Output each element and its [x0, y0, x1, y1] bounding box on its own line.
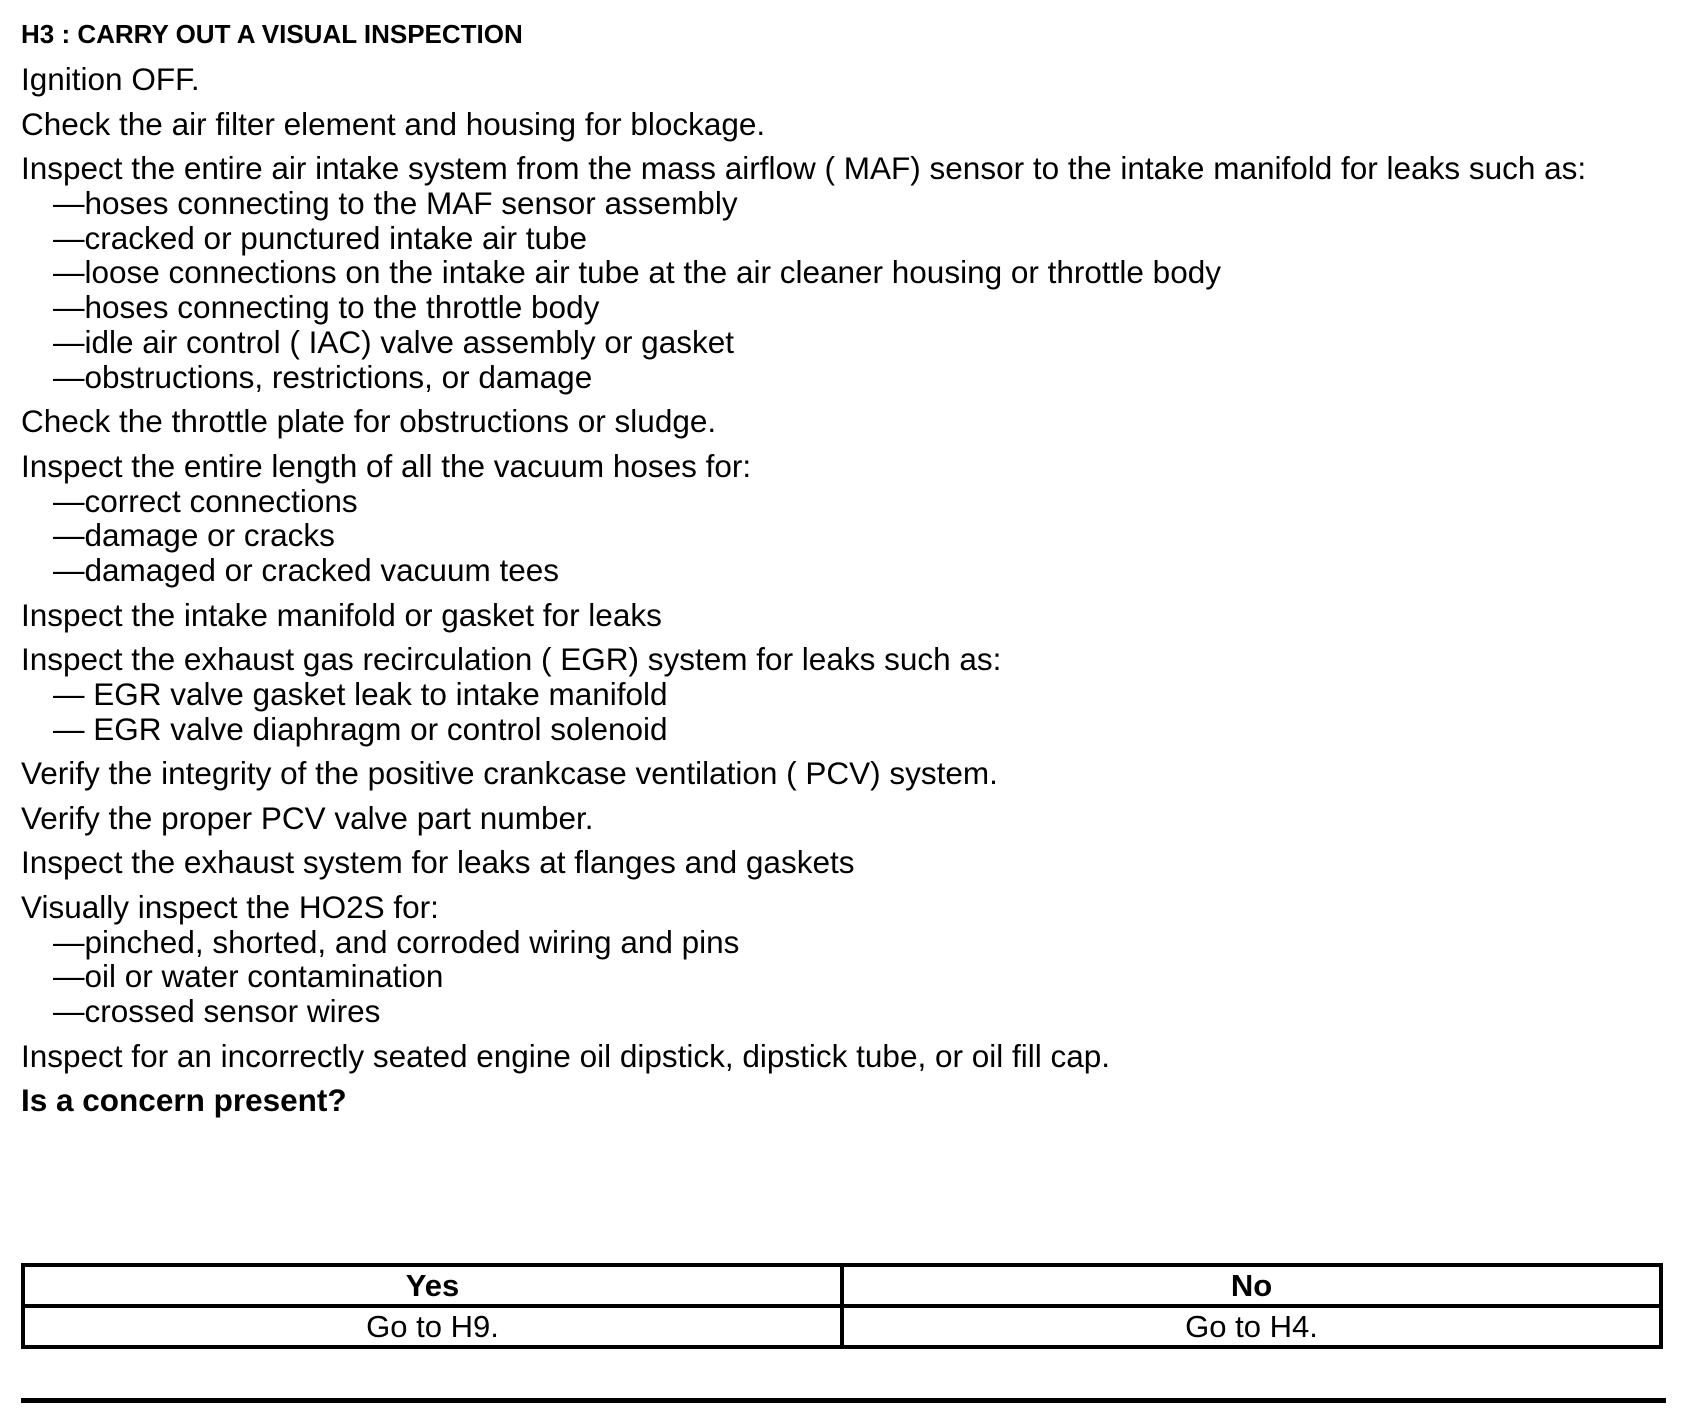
sub-item: —loose connections on the intake air tube at the air cleaner housing or throttle body — [53, 254, 1221, 291]
sub-item: —pinched, shorted, and corroded wiring and pins — [53, 923, 740, 960]
answer-no-action: Go to H4. — [842, 1306, 1661, 1347]
sub-item: —hoses connecting to the MAF sensor assembly — [53, 184, 738, 221]
answer-yes-action: Go to H9. — [23, 1306, 842, 1347]
instruction-item: Inspect the exhaust gas recirculation ( EGR) system for leaks such as: — [21, 641, 1002, 678]
instruction-item: Visually inspect the HO2S for: — [21, 888, 439, 925]
sub-item: — EGR valve gasket leak to intake manifold — [53, 676, 668, 712]
instruction-item: Check the air filter element and housing for blockage. — [21, 105, 766, 142]
sub-item: —damaged or cracked vacuum tees — [53, 552, 559, 589]
instruction-item: Verify the proper PCV valve part number. — [21, 799, 594, 836]
instruction-item: Inspect the entire length of all the vacuum hoses for: — [21, 447, 752, 484]
sub-item: —cracked or punctured intake air tube — [53, 219, 588, 256]
answer-header-no: No — [842, 1265, 1661, 1306]
sub-item: —hoses connecting to the throttle body — [53, 289, 600, 326]
answer-table — [21, 1263, 1663, 1349]
answer-header-row — [23, 1265, 1661, 1306]
sub-item: —correct connections — [53, 482, 358, 519]
bottom-rule — [21, 1398, 1666, 1403]
instruction-item: Ignition OFF. — [21, 61, 200, 97]
instruction-item: Inspect the intake manifold or gasket for leaks — [21, 596, 662, 633]
answer-row — [23, 1306, 1661, 1347]
concern-question: Is a concern present? — [21, 1082, 347, 1119]
sub-item: —damage or cracks — [53, 517, 335, 554]
sub-item: —oil or water contamination — [53, 958, 444, 995]
instruction-item: Check the throttle plate for obstructions or sludge. — [21, 403, 717, 440]
answer-header-yes: Yes — [23, 1265, 842, 1306]
sub-item: —idle air control ( IAC) valve assembly or gasket — [53, 324, 734, 360]
sub-item: —crossed sensor wires — [53, 993, 381, 1030]
step-heading: H3 : CARRY OUT A VISUAL INSPECTION — [21, 19, 523, 49]
instruction-item: Inspect for an incorrectly seated engine oil dipstick, dipstick tube, or oil fill cap. — [21, 1037, 1111, 1074]
sub-item: —obstructions, restrictions, or damage — [53, 358, 593, 395]
instruction-item: Inspect the entire air intake system from the mass airflow ( MAF) sensor to the intake manifold for leaks such as: — [21, 150, 1587, 186]
sub-item: — EGR valve diaphragm or control solenoid — [53, 710, 668, 747]
instruction-item: Inspect the exhaust system for leaks at flanges and gaskets — [21, 844, 855, 881]
instruction-item: Verify the integrity of the positive crankcase ventilation ( PCV) system. — [21, 755, 998, 792]
